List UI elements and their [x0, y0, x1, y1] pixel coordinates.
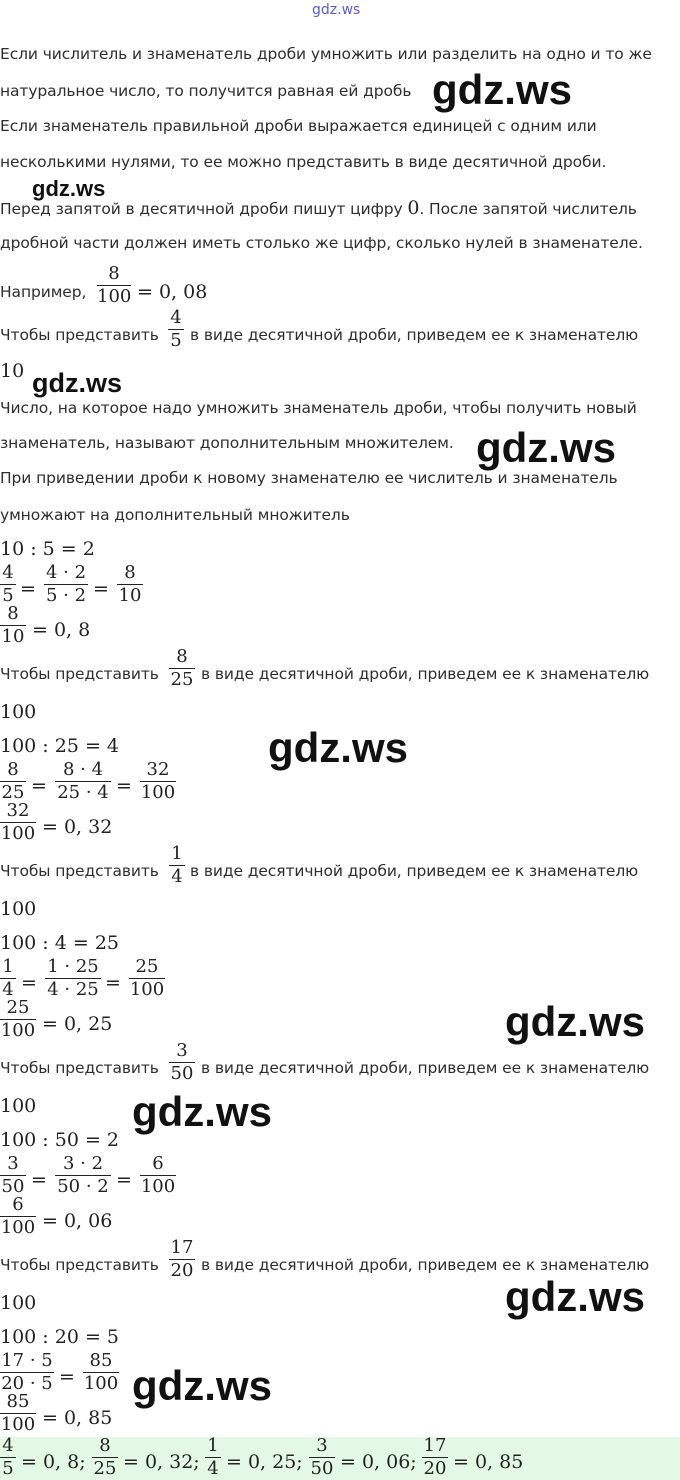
- new-fraction: [0, 1195, 36, 1238]
- numerator: 17: [423, 1435, 447, 1456]
- decimal-result: = 0, 8: [32, 619, 91, 641]
- new-fraction: [140, 1154, 176, 1197]
- new-fraction: [83, 1351, 119, 1394]
- denominator: 4 · 25: [47, 979, 99, 1001]
- expanded-fraction: [55, 760, 111, 803]
- numerator: 1 · 25: [47, 956, 99, 977]
- rule-line-9: При приведении дроби к новому знаменателю ее числитель и знаменатель: [0, 469, 618, 487]
- answer-value: = 0, 06;: [340, 1451, 417, 1473]
- numerator: 85: [6, 1391, 30, 1412]
- numerator: 3: [7, 1153, 19, 1174]
- step-intro-tail: в виде десятичной дроби, приведем ее к знаменателю: [201, 665, 650, 683]
- rule-line-2: натуральное число, то получится равная ей дробь: [0, 82, 412, 100]
- equals-sign: =: [31, 775, 47, 797]
- division-equation: 10 : 5 = 2: [0, 538, 95, 560]
- step-fraction: [0, 760, 26, 803]
- denominator: 10: [118, 585, 142, 607]
- expanded-fraction: [55, 1154, 111, 1197]
- denominator: 25: [170, 669, 194, 691]
- numerator: 8: [7, 603, 19, 624]
- new-fraction: [0, 998, 36, 1041]
- numerator: 85: [89, 1350, 113, 1371]
- watermark: gdz.ws: [132, 1362, 273, 1409]
- step-fraction: [0, 563, 16, 606]
- step-intro: Чтобы представить: [0, 1256, 159, 1274]
- target-denominator: 100: [0, 1095, 37, 1117]
- decimal-result: = 0, 06: [42, 1210, 113, 1232]
- step-intro-tail: в виде десятичной дроби, приведем ее к знаменателю: [190, 862, 639, 880]
- watermark: gdz.ws: [432, 66, 573, 113]
- rule-line-4: несколькими нулями, то ее можно представить в виде десятичной дроби.: [0, 153, 607, 171]
- division-equation: 100 : 25 = 4: [0, 735, 120, 757]
- answer-value: = 0, 85: [453, 1451, 524, 1473]
- watermark: gdz.ws: [32, 176, 106, 201]
- expanded-fraction: [45, 957, 101, 1000]
- step-fraction: [169, 1238, 195, 1281]
- denominator: 4: [171, 866, 183, 888]
- rule-line-3: Если знаменатель правильной дроби выражается единицей с одним или: [0, 117, 597, 135]
- numerator: 1: [171, 843, 183, 864]
- new-fraction: [0, 1392, 36, 1435]
- numerator: 8: [99, 1435, 111, 1456]
- equals-sign: =: [116, 775, 132, 797]
- equals-sign: =: [31, 1169, 47, 1191]
- denominator: 20 · 5: [1, 1373, 53, 1395]
- numerator: 25: [135, 956, 159, 977]
- denominator: 10: [1, 626, 25, 648]
- numerator: 25: [6, 997, 30, 1018]
- target-denominator: 100: [0, 701, 37, 723]
- numerator: 32: [146, 759, 170, 780]
- rule-line-7: Число, на которое надо умножить знаменатель дроби, чтобы получить новый: [0, 399, 637, 417]
- new-fraction: [0, 604, 26, 647]
- answer-fraction: [422, 1436, 448, 1479]
- denominator: 5 · 2: [45, 585, 87, 607]
- denominator: 25: [1, 782, 25, 804]
- denominator: 100: [140, 782, 176, 804]
- decimal-result: = 0, 32: [42, 816, 113, 838]
- decimal-result: = 0, 85: [42, 1407, 113, 1429]
- step-intro: Чтобы представить: [0, 326, 159, 344]
- new-fraction: [0, 801, 36, 844]
- answer-value: = 0, 8;: [21, 1451, 86, 1473]
- answer-fraction: [92, 1436, 118, 1479]
- denominator: 50: [310, 1458, 334, 1480]
- example-fraction: [97, 264, 131, 307]
- numerator: 8: [7, 759, 19, 780]
- digit-zero: 0: [407, 197, 420, 219]
- watermark: gdz.ws: [32, 368, 123, 398]
- answer-value: = 0, 25;: [226, 1451, 303, 1473]
- denominator: 5: [2, 585, 14, 607]
- watermark: gdz.ws: [505, 998, 646, 1045]
- denominator: 100: [0, 1020, 36, 1042]
- rule-text: Перед запятой в десятичной дроби пишут цифру: [0, 200, 403, 218]
- denominator: 20: [170, 1260, 194, 1282]
- numerator: 4: [2, 562, 14, 583]
- numerator: 8: [108, 263, 120, 284]
- numerator: 32: [6, 800, 30, 821]
- step-intro-tail: в виде десятичной дроби, приведем ее к знаменателю: [190, 326, 639, 344]
- equals-sign: =: [116, 1169, 132, 1191]
- expanded-fraction: [44, 563, 88, 606]
- step-intro-tail: в виде десятичной дроби, приведем ее к знаменателю: [201, 1059, 650, 1077]
- rule-line-6: дробной части должен иметь столько же цифр, сколько нулей в знаменателе.: [0, 234, 643, 252]
- denominator: 50: [170, 1063, 194, 1085]
- numerator: 4: [2, 1435, 14, 1456]
- denominator: 4: [207, 1458, 219, 1480]
- division-equation: 100 : 50 = 2: [0, 1129, 120, 1151]
- target-denominator: 100: [0, 1292, 37, 1314]
- numerator: 3: [176, 1040, 188, 1061]
- step-intro: Чтобы представить: [0, 665, 159, 683]
- rule-text-continued: . После запятой числитель: [419, 200, 637, 218]
- step-fraction: [169, 647, 195, 690]
- denominator: 100: [140, 1176, 176, 1198]
- rule-line-8: знаменатель, называют дополнительным множителем.: [0, 434, 454, 452]
- new-fraction: [129, 957, 165, 1000]
- denominator: 100: [0, 1217, 36, 1239]
- step-fraction: [0, 957, 16, 1000]
- watermark: gdz.ws: [505, 1273, 646, 1320]
- step-fraction: [169, 844, 185, 887]
- answer-fraction: [205, 1436, 221, 1479]
- target-denominator: 100: [0, 898, 37, 920]
- target-denominator: 10: [0, 360, 25, 382]
- denominator: 100: [0, 823, 36, 845]
- equals-sign: =: [105, 972, 121, 994]
- step-intro: Чтобы представить: [0, 862, 159, 880]
- step-fraction: [168, 308, 184, 351]
- numerator: 8: [124, 562, 136, 583]
- step-fraction: [0, 1154, 26, 1197]
- site-link[interactable]: gdz.ws: [312, 2, 361, 18]
- denominator: 100: [97, 286, 132, 308]
- equals-sign: =: [93, 578, 109, 600]
- example-result: = 0, 08: [137, 281, 208, 303]
- watermark: gdz.ws: [476, 424, 617, 471]
- denominator: 25: [93, 1458, 117, 1480]
- denominator: 100: [129, 979, 165, 1001]
- numerator: 3 · 2: [62, 1153, 104, 1174]
- step-intro-tail: в виде десятичной дроби, приведем ее к знаменателю: [201, 1256, 650, 1274]
- numerator: 4: [170, 307, 182, 328]
- numerator: 8 · 4: [62, 759, 104, 780]
- numerator: 6: [152, 1153, 164, 1174]
- numerator: 17: [170, 1237, 194, 1258]
- numerator: 6: [12, 1194, 24, 1215]
- equals-sign: =: [59, 1366, 75, 1388]
- answer-fraction: [0, 1436, 16, 1479]
- numerator: 3: [316, 1435, 328, 1456]
- new-fraction: [117, 563, 143, 606]
- denominator: 50: [1, 1176, 25, 1198]
- equals-sign: =: [20, 578, 36, 600]
- example-label: Например,: [0, 283, 87, 301]
- numerator: 17 · 5: [1, 1350, 53, 1371]
- expanded-fraction: [0, 1351, 54, 1394]
- watermark: gdz.ws: [268, 724, 409, 771]
- numerator: 8: [176, 646, 188, 667]
- denominator: 100: [83, 1373, 119, 1395]
- division-equation: 100 : 20 = 5: [0, 1326, 120, 1348]
- step-fraction: [169, 1041, 195, 1084]
- denominator: 5: [170, 330, 182, 352]
- rule-line-1: Если числитель и знаменатель дроби умножить или разделить на одно и то же: [0, 45, 652, 63]
- denominator: 5: [2, 1458, 14, 1480]
- answer-fraction: [309, 1436, 335, 1479]
- denominator: 50 · 2: [57, 1176, 109, 1198]
- new-fraction: [140, 760, 176, 803]
- equals-sign: =: [21, 972, 37, 994]
- watermark: gdz.ws: [132, 1088, 273, 1135]
- numerator: 1: [207, 1435, 219, 1456]
- numerator: 1: [2, 956, 14, 977]
- denominator: 4: [2, 979, 14, 1001]
- decimal-result: = 0, 25: [42, 1013, 113, 1035]
- denominator: 20: [423, 1458, 447, 1480]
- step-intro: Чтобы представить: [0, 1059, 159, 1077]
- answer-value: = 0, 32;: [123, 1451, 200, 1473]
- denominator: 100: [0, 1414, 36, 1436]
- denominator: 25 · 4: [57, 782, 109, 804]
- numerator: 4 · 2: [45, 562, 87, 583]
- division-equation: 100 : 4 = 25: [0, 932, 120, 954]
- rule-line-10: умножают на дополнительный множитель: [0, 506, 350, 524]
